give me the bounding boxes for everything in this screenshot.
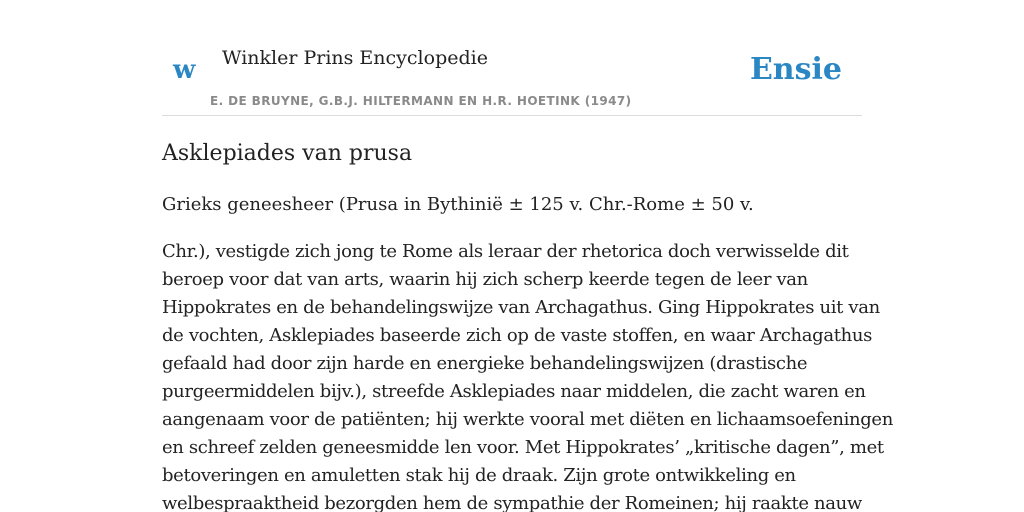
body-line: gefaald had door zijn harde en energieke behandelingswijzen (drastische [162,353,808,374]
article [162,138,893,512]
logo-w-icon: w [173,55,196,85]
body-line: de vochten, Asklepiades baseerde zich op de vaste stoffen, en waar Archagathus [162,325,872,346]
article-body [162,238,893,512]
publication-title[interactable]: Winkler Prins Encyclopedie [222,47,488,69]
body-line: betoveringen en amuletten stak hij de draak. Zijn grote ontwikkeling en [162,465,796,486]
body-line: welbespraaktheid bezorgden hem de sympathie der Romeinen; hij raakte nauw [162,493,862,512]
brand-logo[interactable]: Ensie [749,52,842,87]
body-line: aangenaam voor de patiënten; hij werkte vooral met diëten en lichaamsoefeningen [162,409,893,430]
body-line: Chr.), vestigde zich jong te Rome als leraar der rhetorica doch verwisselde dit [162,241,849,262]
body-line: purgeermiddelen bijv.), streefde Asklepiades naar middelen, die zacht waren en [162,381,866,402]
body-line: Hippokrates en de behandelingswijze van Archagathus. Ging Hippokrates uit van [162,297,880,318]
body-line: en schreef zelden geneesmidde len voor. Met Hippokrates’ „kritische dagen”, met [162,437,884,458]
body-line: beroep voor dat van arts, waarin hij zich scherp keerde tegen de leer van [162,269,808,290]
article-lead: Grieks geneesheer (Prusa in Bythinië ± 125 v. Chr.-Rome ± 50 v. [162,194,754,215]
header-divider [162,115,862,116]
authors-line: E. DE BRUYNE, G.B.J. HILTERMANN EN H.R. HOETINK (1947) [210,94,632,108]
article-title: Asklepiades van prusa [162,141,413,166]
